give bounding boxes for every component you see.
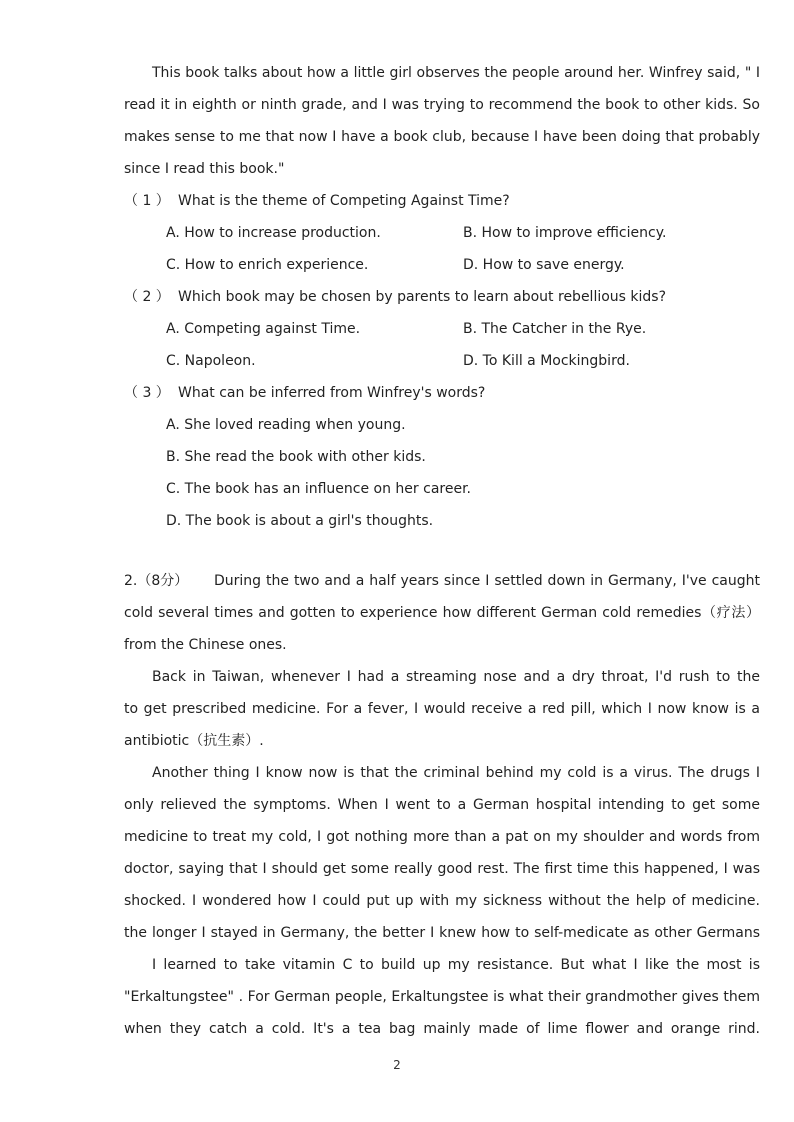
option-row — [124, 345, 760, 377]
paragraph-line: when they catch a cold. It's a tea bag mainly made of lime flower and orange rind. — [124, 1021, 760, 1037]
paragraph-line: shocked. I wondered how I could put up with my sickness without the help of medicine. — [124, 893, 760, 909]
option-c[interactable]: C. Napoleon. — [166, 353, 256, 369]
option-row — [124, 313, 760, 345]
option-row — [124, 249, 760, 281]
paragraph-line: Back in Taiwan, whenever I had a streaming nose and a dry throat, I'd rush to the — [152, 669, 760, 685]
option-d[interactable]: D. The book is about a girl's thoughts. — [166, 513, 434, 529]
question-3 — [124, 377, 760, 409]
paragraph-line: read it in eighth or ninth grade, and I was trying to recommend the book to other kids. So — [124, 97, 760, 113]
question-text: Which book may be chosen by parents to learn about rebellious kids? — [178, 289, 667, 305]
question-number: （ 2 ） — [124, 289, 170, 305]
option-a[interactable]: A. How to increase production. — [166, 225, 381, 241]
paragraph-line: makes sense to me that now I have a book club, because I have been doing that probably — [124, 129, 760, 145]
paragraph-line: the longer I stayed in Germany, the better I knew how to self-medicate as other Germans — [124, 925, 760, 941]
option-d[interactable]: D. To Kill a Mockingbird. — [463, 353, 630, 369]
section-2-first-line — [124, 565, 760, 597]
paragraph-line: medicine to treat my cold, I got nothing more than a pat on my shoulder and words from — [124, 829, 760, 845]
option-b[interactable]: B. The Catcher in the Rye. — [463, 321, 647, 337]
paragraph-line: to get prescribed medicine. For a fever, I would receive a red pill, which I now know is a — [124, 701, 760, 717]
question-text: What can be inferred from Winfrey's words? — [178, 385, 486, 401]
question-1 — [124, 185, 760, 217]
paragraph-line: only relieved the symptoms. When I went to a German hospital intending to get some — [124, 797, 760, 813]
paragraph-line: doctor, saying that I should get some really good rest. The first time this happened, I was — [124, 861, 760, 877]
option-b[interactable]: B. How to improve efficiency. — [463, 225, 667, 241]
page-number: 2 — [393, 1058, 401, 1072]
option-c[interactable]: C. How to enrich experience. — [166, 257, 369, 273]
section-header: 2.（8分） — [124, 573, 189, 589]
paragraph-line: antibiotic（抗生素）. — [124, 733, 264, 749]
option-c[interactable]: C. The book has an influence on her career. — [166, 481, 471, 497]
paragraph-line: "Erkaltungstee" . For German people, Erkaltungstee is what their grandmother gives them — [124, 989, 760, 1005]
option-a[interactable]: A. Competing against Time. — [166, 321, 361, 337]
paragraph-line: since I read this book." — [124, 161, 285, 177]
paragraph-line: from the Chinese ones. — [124, 637, 287, 653]
paragraph-line: cold several times and gotten to experience how different German cold remedies（疗法） — [124, 605, 760, 621]
question-number: （ 3 ） — [124, 385, 170, 401]
paragraph-line: Another thing I know now is that the criminal behind my cold is a virus. The drugs I — [152, 765, 760, 781]
question-2 — [124, 281, 760, 313]
option-b[interactable]: B. She read the book with other kids. — [166, 449, 426, 465]
option-a[interactable]: A. She loved reading when young. — [166, 417, 406, 433]
page-content — [124, 57, 760, 1045]
paragraph-line: I learned to take vitamin C to build up my resistance. But what I like the most is — [152, 957, 760, 973]
paragraph-line: During the two and a half years since I settled down in Germany, I've caught — [214, 573, 760, 589]
option-d[interactable]: D. How to save energy. — [463, 257, 625, 273]
section-gap — [124, 537, 760, 565]
option-row — [124, 217, 760, 249]
question-text: What is the theme of Competing Against Time? — [178, 193, 510, 209]
question-number: （ 1 ） — [124, 193, 170, 209]
paragraph-line: This book talks about how a little girl observes the people around her. Winfrey said, " I — [152, 65, 760, 81]
